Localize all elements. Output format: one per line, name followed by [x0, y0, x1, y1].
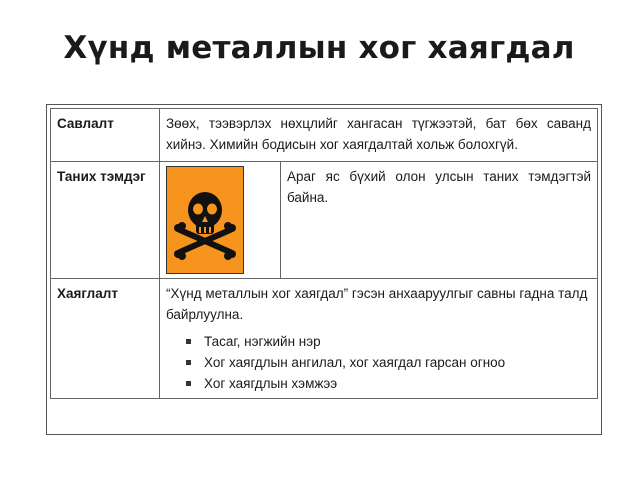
- bullet-list: [184, 331, 591, 394]
- list-item: Хог хаягдлын ангилал, хог хаягдал гарсан огноо: [184, 352, 591, 373]
- list-item: Тасаг, нэгжийн нэр: [184, 331, 591, 352]
- row-text: “Хүнд металлын хог хаягдал” гэсэн анхааруулгыг савны гадна талд байрлуулна.: [166, 286, 588, 322]
- table-row: [51, 279, 598, 399]
- table-row: [51, 109, 598, 162]
- info-table: [50, 108, 598, 399]
- table-row: [51, 162, 598, 279]
- row-text: Зөөх, тээвэрлэх нөхцлийг хангасан түгжээтэй, бат бөх саванд хийнэ. Химийн бодисын хог хаягдалтай хольж болохгүй.: [160, 109, 598, 162]
- skull-crossbones-hazard-icon: [170, 180, 240, 260]
- row-label: Савлалт: [51, 109, 160, 162]
- page-title: Хүнд металлын хог хаягдал: [63, 30, 575, 66]
- row-text: Араг яс бүхий олон улсын таних тэмдэгтэй байна.: [281, 162, 598, 279]
- row-label: Хаяглалт: [51, 279, 160, 399]
- hazard-sign-cell: [160, 162, 281, 279]
- row-label: Таних тэмдэг: [51, 162, 160, 279]
- hazard-sign: [166, 166, 244, 274]
- list-item: Хог хаягдлын хэмжээ: [184, 373, 591, 394]
- row-content: [160, 279, 598, 399]
